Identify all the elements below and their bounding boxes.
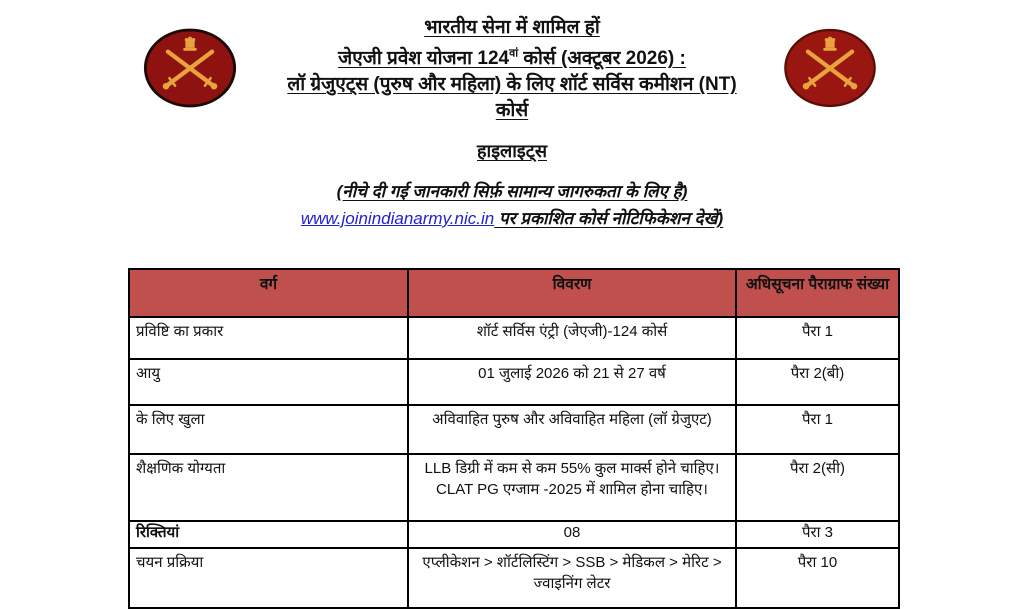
title-line-2: जेएजी प्रवेश योजना $124^{वां}$ कोर्स (अक्टूबर 2026) : (338, 48, 686, 70)
row-entry-type-details: शॉर्ट सर्विस एंट्री (जेएजी)-124 कोर्स (408, 317, 736, 359)
title-line-4: कोर्स (495, 100, 529, 122)
row-age-para: पैरा 2(बी) (736, 359, 899, 405)
row-education-details: LLB डिग्री में कम से कम 55% कुल मार्क्स होने चाहिए। CLAT PG एग्जाम -2025 में शामिल होना चाहिए। (408, 454, 736, 521)
row-selection-details: एप्लीकेशन > शॉर्टलिस्टिंग > SSB > मेडिकल > मेरिट > ज्वाइनिंग लेटर (408, 548, 736, 608)
row-vacancies-para: पैरा 3 (736, 521, 899, 548)
table-row (129, 317, 899, 359)
joinindianarmy-link[interactable]: www.joinindianarmy.nic.in (300, 209, 495, 228)
note-line-2: www.joinindianarmy.nic.in पर प्रकाशित कोर्स नोटिफिकेशन देखें) (300, 209, 724, 228)
row-selection-category: चयन प्रक्रिया (129, 548, 408, 608)
table-row (129, 521, 899, 548)
title-line-1: भारतीय सेना में शामिल हों (424, 17, 600, 38)
row-education-para: पैरा 2(सी) (736, 454, 899, 521)
table-row (129, 548, 899, 608)
course-info-table (128, 268, 900, 609)
row-vacancies-details: 08 (408, 521, 736, 548)
highlights-heading: हाइलाइट्स (476, 141, 547, 161)
header-para-number: अधिसूचना पैराग्राफ संख्या (736, 269, 899, 317)
disclaimer-note (0, 178, 1024, 232)
row-selection-para: पैरा 10 (736, 548, 899, 608)
header-details: विवरण (408, 269, 736, 317)
row-education-category: शैक्षणिक योग्यता (129, 454, 408, 521)
note-line-1: (नीचे दी गई जानकारी सिर्फ़ सामान्य जागरुकता के लिए है) (336, 182, 688, 201)
row-open-to-category: के लिए खुला (129, 405, 408, 454)
document-title (0, 15, 1024, 124)
table-row (129, 405, 899, 454)
table-row (129, 454, 899, 521)
row-age-category: आयु (129, 359, 408, 405)
row-entry-type-para: पैरा 1 (736, 317, 899, 359)
row-vacancies-category: रिक्तियां (129, 521, 408, 548)
table-row (129, 359, 899, 405)
title-line-3: लॉ ग्रेजुएट्स (पुरुष और महिला) के लिए शॉर्ट सर्विस कमीशन (NT) (287, 74, 737, 96)
header-category: वर्ग (129, 269, 408, 317)
row-age-details: 01 जुलाई 2026 को 21 से 27 वर्ष (408, 359, 736, 405)
row-open-to-details: अविवाहित पुरुष और अविवाहित महिला (लॉ ग्रेजुएट) (408, 405, 736, 454)
table-header-row (129, 269, 899, 317)
row-entry-type-category: प्रविष्टि का प्रकार (129, 317, 408, 359)
ordinal-superscript: वां (509, 48, 519, 60)
row-open-to-para: पैरा 1 (736, 405, 899, 454)
